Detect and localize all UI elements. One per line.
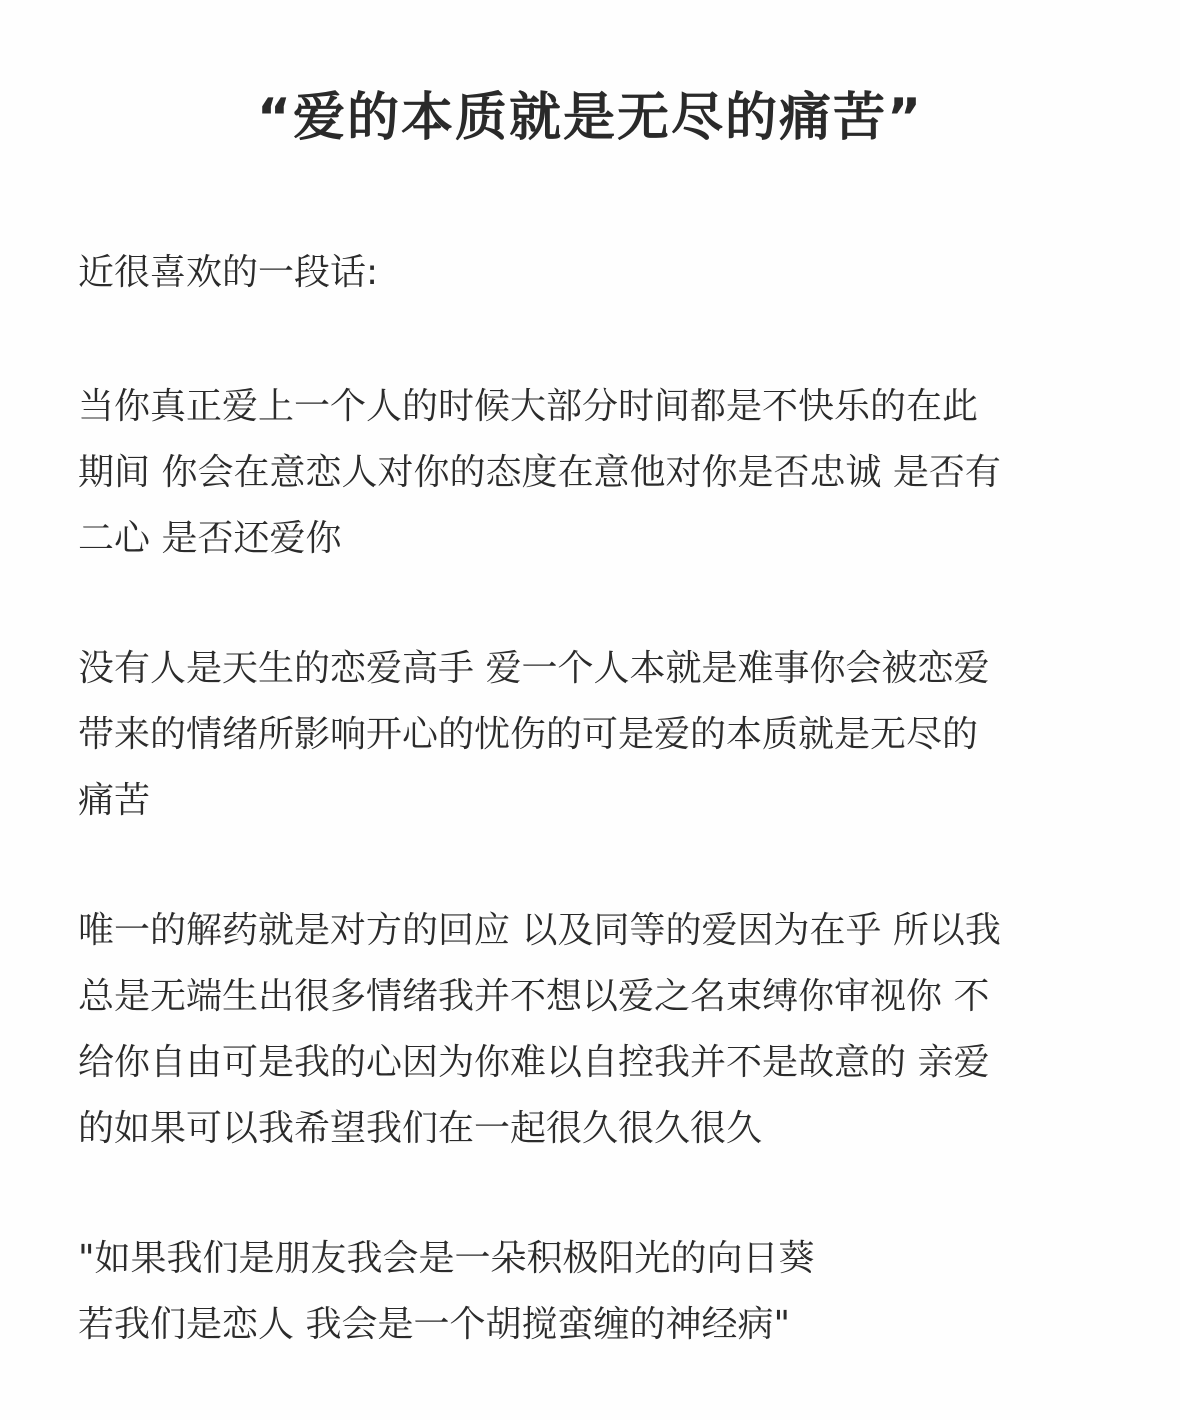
paragraph-line: 唯一的解药就是对方的回应 以及同等的爱因为在乎 所以我 [78, 910, 1001, 951]
page-title: “爱的本质就是无尽的痛苦” [256, 88, 924, 148]
intro-text: 近很喜欢的一段话: [78, 252, 379, 293]
paragraph-line: 期间 你会在意恋人对你的态度在意他对你是否忠诚 是否有 [78, 452, 1001, 493]
paragraph-line: 带来的情绪所影响开心的忧伤的可是爱的本质就是无尽的 [78, 714, 979, 755]
paragraph-1 [78, 374, 1108, 572]
paragraph-3 [78, 898, 1108, 1162]
paragraph-2 [78, 636, 1108, 834]
paragraph-line: 二心 是否还爱你 [78, 518, 342, 559]
paragraph-line: 的如果可以我希望我们在一起很久很久很久 [78, 1108, 763, 1149]
paragraph-line: 痛苦 [78, 780, 151, 821]
paragraph-line: 给你自由可是我的心因为你难以自控我并不是故意的 亲爱 [78, 1042, 990, 1083]
paragraph-line: 总是无端生出很多情绪我并不想以爱之名束缚你审视你 不 [78, 976, 990, 1017]
paragraph-line: 当你真正爱上一个人的时候大部分时间都是不快乐的在此 [78, 386, 979, 427]
quote-line: "如果我们是朋友我会是一朵积极阳光的向日葵 [78, 1238, 815, 1279]
closing-quote [78, 1226, 1108, 1358]
quote-line: 若我们是恋人 我会是一个胡搅蛮缠的神经病" [78, 1304, 791, 1345]
paragraph-line: 没有人是天生的恋爱高手 爱一个人本就是难事你会被恋爱 [78, 648, 990, 689]
